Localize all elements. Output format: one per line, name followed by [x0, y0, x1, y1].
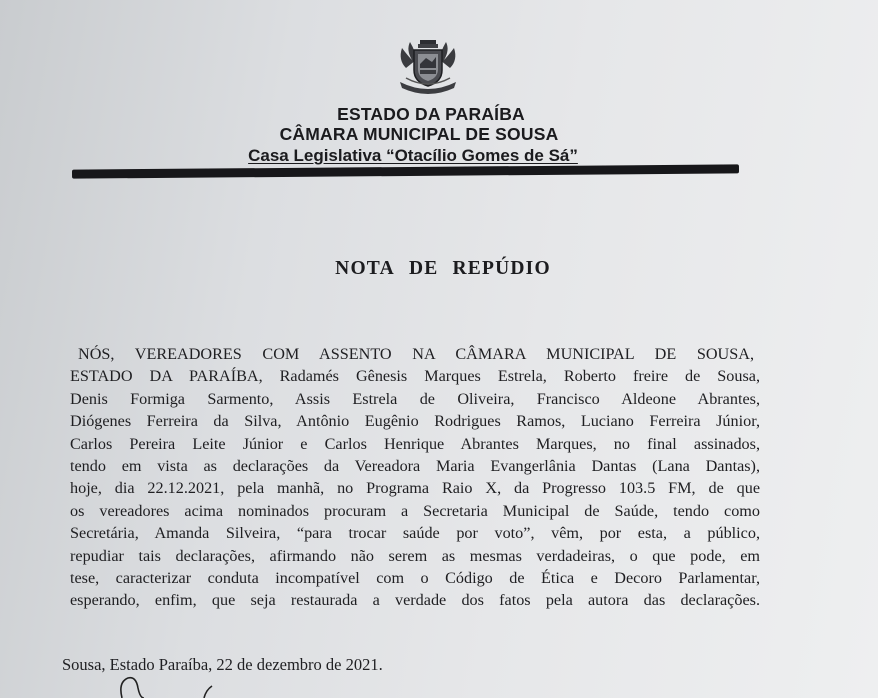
body-line: Secretária, Amanda Silveira, “para trocar saúde por voto”, vêm, por esta, a público, [70, 524, 760, 543]
coat-of-arms-icon [392, 38, 464, 98]
handwritten-signature [100, 668, 240, 698]
document-title [0, 258, 878, 280]
body-line: Denis Formiga Sarmento, Assis Estrela de Oliveira, Francisco Aldeone Abrantes, [70, 389, 760, 408]
title-word: NOTA [335, 258, 395, 279]
body-line: repudiar tais declarações, afirmando não serem as mesmas verdadeiras, o que pode, em [70, 546, 760, 565]
header-divider [72, 164, 739, 178]
body-line: Carlos Pereira Leite Júnior e Carlos Henrique Abrantes Marques, no final assinados, [70, 434, 760, 453]
title-word: DE [408, 258, 439, 279]
body-line: NÓS, VEREADORES COM ASSENTO NA CÂMARA MUNICIPAL DE SOUSA, [78, 345, 754, 363]
body-line: esperando, enfim, que seja restaurada a verdade dos fatos pela autora das declarações. [70, 591, 760, 610]
body-line: os vereadores acima nominados procuram a Secretaria Municipal de Saúde, tendo como [70, 501, 760, 520]
body-line: hoje, dia 22.12.2021, pela manhã, no Programa Raio X, da Progresso 103.5 FM, de que [70, 479, 760, 498]
header-state: ESTADO DA PARAÍBA [337, 104, 525, 124]
body-line: tendo em vista as declarações da Vereadora Maria Evangerlânia Dantas (Lana Dantas), [70, 457, 760, 476]
body-line: tese, caracterizar conduta incompatível com o Código de Ética e Decoro Parlamentar, [70, 569, 760, 588]
title-word: REPÚDIO [452, 258, 551, 279]
body-line: ESTADO DA PARAÍBA, Radamés Gênesis Marques Estrela, Roberto freire de Sousa, [70, 367, 760, 386]
body-line: Diógenes Ferreira da Silva, Antônio Eugênio Rodrigues Ramos, Luciano Ferreira Júnior, [70, 412, 760, 431]
header-chamber: CÂMARA MUNICIPAL DE SOUSA [279, 124, 559, 144]
body-paragraph [70, 343, 760, 612]
header-legislative-house: Casa Legislativa “Otacílio Gomes de Sá” [248, 146, 578, 165]
place-and-date: Sousa, Estado Paraíba, 22 de dezembro de 2021. [62, 655, 383, 674]
